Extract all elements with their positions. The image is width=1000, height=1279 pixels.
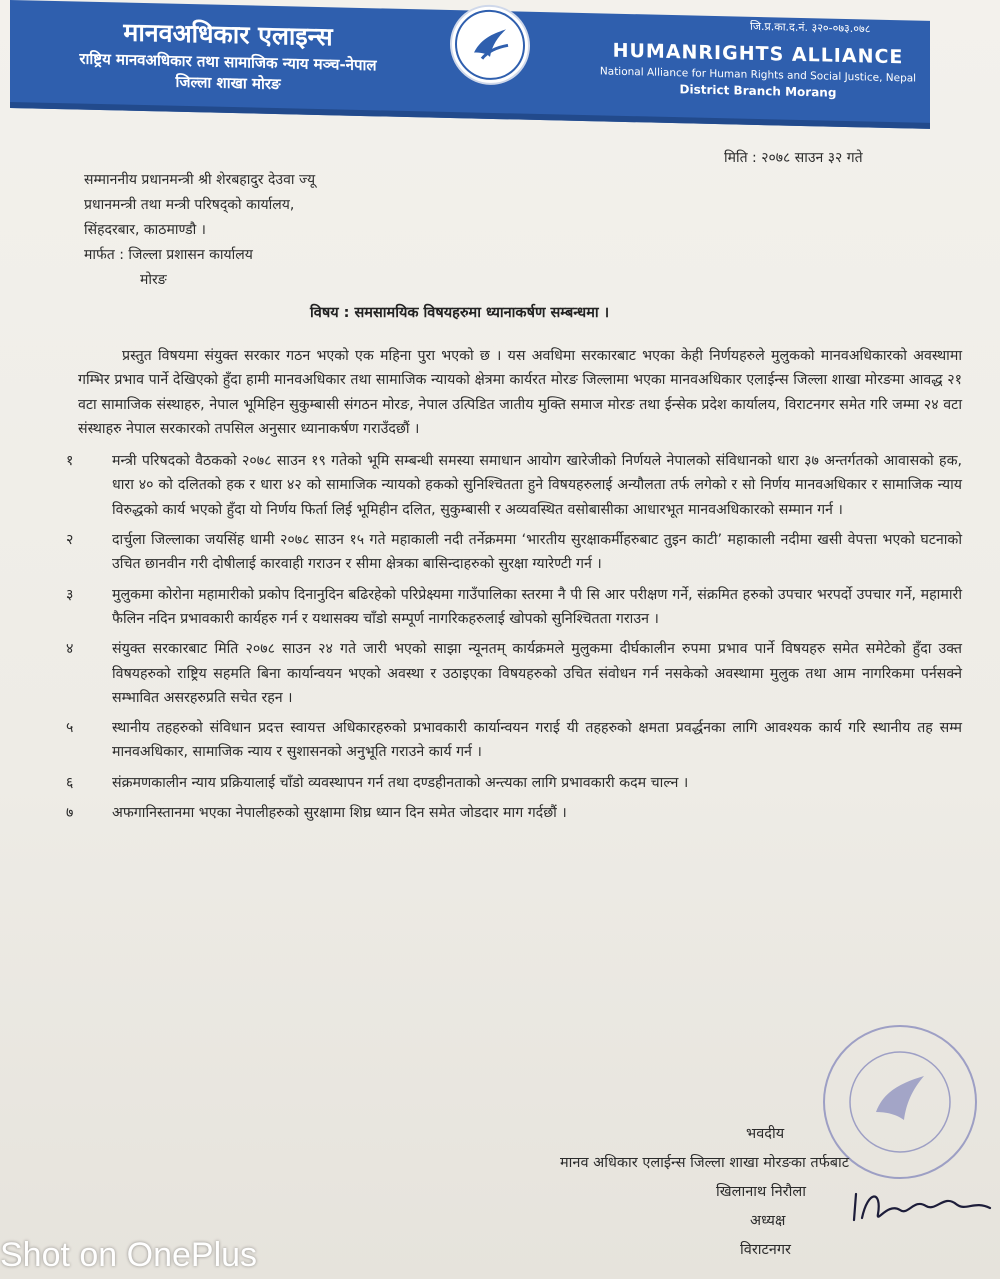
org-tagline-nepali: राष्ट्रिय मानवअधिकार तथा सामाजिक न्याय मञ्च-नेपाल [79, 49, 377, 75]
list-item [66, 771, 962, 795]
item-number: ७ [66, 805, 74, 822]
item-text: दार्चुला जिल्लाका जयसिंह धामी २०७८ साउन १५ गते महाकाली नदी तर्नेक्रममा ‘भारतीय सुरक्षाकर्मीहरुबाट तुइन काटी’ महाकाली नदीमा खसी वेपत्ता भएको घटनाको उचित छानवीन गरी दोषीलाई कारवाही गराउन र सीमा क्षेत्रका बासिन्दाहरुको सुरक्षा ग्यारेण्टी गर्न । [112, 532, 962, 573]
item-number: १ [66, 453, 74, 470]
item-text: मन्त्री परिषदको वैठकको २०७८ साउन १९ गतेको भूमि सम्बन्धी समस्या समाधान आयोग खारेजीको निर्णयले नेपालको संविधानको धारा ३७ अन्तर्गतको आवासको हक, धारा ४० को दलितको हक र धारा ४२ को सामाजिक न्यायको हकको सुनिश्चितता हुने विषयहरुलाई अन्यौलता तर्फ लगेको र सो निर्णय मानवअधिकार र सामाजिक न्याय विरुद्धको कार्य भएको हुँदा यो निर्णय फिर्ता लिई भूमिहीन दलित, सुकुम्बासी र अव्यवस्थित वसोबासीका आधारभूत मानवअधिकारको सम्मान गर्न । [112, 453, 962, 518]
letterhead-banner [10, 0, 930, 129]
letterhead-english [588, 37, 928, 103]
item-number: ३ [66, 586, 74, 603]
camera-watermark: Shot on OnePlus [0, 1236, 258, 1274]
list-item [66, 449, 962, 522]
list-item [66, 583, 962, 632]
org-name-english: HUMANRIGHTS ALLIANCE [612, 39, 904, 69]
item-text: संयुक्त सरकारबाट मिति २०७८ साउन २४ गते जारी भएको साझा न्यूनतम् कार्यक्रमले मुलुकमा दीर्घकालीन रुपमा प्रभाव पार्ने विषयहरु समेत समेटेको हुँदा उक्त विषयहरुको राष्ट्रिय सहमति बिना कार्यान्वयन भएको अवस्था र उठाइएका विषयहरुको उचित संवोधन गर्न नसकेको अवस्थामा मुलुक तथा आम नागरिकमा पर्नसक्ने सम्भावित असरहरुप्रति सचेत रहन । [112, 641, 962, 706]
letter-date: मिति : २०७८ साउन ३२ गते [724, 150, 863, 166]
recipient-block [84, 168, 315, 293]
letter-body [66, 344, 962, 831]
closing: भवदीय [746, 1126, 785, 1142]
signoff-place: विराटनगर [740, 1242, 791, 1258]
list-item [66, 637, 962, 710]
registration-number: जि.प्र.का.द.नं. ३२०-०७३.०७८ [750, 19, 871, 36]
recipient-line: सिंहदरबार, काठमाण्डौ । [84, 222, 206, 238]
item-text: स्थानीय तहहरुको संविधान प्रदत्त स्वायत्त अधिकारहरुको प्रभावकारी कार्यान्वयन गराई यी तहहरुको क्षमता प्रवर्द्धनका लागि आवश्यक कार्य गरि स्थानीय तह सम्म मानवअधिकार, सामाजिक न्याय र सुशासनको अनुभूति गराउने कार्य गर्न । [112, 720, 962, 761]
recipient-line: मार्फत : जिल्ला प्रशासन कार्यालय [84, 247, 253, 263]
recipient-line: सम्माननीय प्रधानमन्त्री श्री शेरबहादुर देउवा ज्यू [84, 172, 316, 188]
item-number: ६ [66, 774, 74, 791]
item-text: संक्रमणकालीन न्याय प्रक्रियालाई चाँडो व्यवस्थापन गर्न तथा दण्डहीनताको अन्त्यका लागि प्रभावकारी कदम चाल्न । [112, 774, 689, 791]
recipient-line: प्रधानमन्त्री तथा मन्त्री परिषद्‌को कार्यालय, [84, 197, 295, 213]
item-text: मुलुकमा कोरोना महामारीको प्रकोप दिनानुदिन बढिरहेको परिप्रेक्ष्यमा गाउँपालिका स्तरमा नै पी सि आर परीक्षण गर्ने, संक्रमित हरुको उपचार भरपर्दो उपचार गर्ने, महामारी फैलिन नदिन प्रभावकारी कार्यहरु गर्न र यथासक्य चाँडो सम्पूर्ण नागरिकहरुलाई खोपको सुनिश्चितता गराउन । [112, 586, 962, 627]
alliance-logo-icon [450, 4, 530, 86]
signoff-org: मानव अधिकार एलाईन्स जिल्ला शाखा मोरङका तर्फबाट [560, 1155, 850, 1171]
intro-paragraph: प्रस्तुत विषयमा संयुक्त सरकार गठन भएको एक महिना पुरा भएको छ । यस अवधिमा सरकारबाट भएका केही निर्णयहरुले मुलुकको मानवअधिकारको अवस्थामा गम्भिर प्रभाव पार्ने देखिएको हुँदा हामी मानवअधिकार तथा सामाजिक न्यायको क्षेत्रमा कार्यरत मोरङ जिल्लामा भएका मानवअधिकार एलाईन्स जिल्ला शाखा मोरङमा आवद्ध २१ वटा सामाजिक संस्थाहरु, नेपाल भूमिहिन सुकुम्बासी संगठन मोरङ, नेपाल उत्पिडित जातीय मुक्ति समाज मोरङ तथा ईन्सेक प्रदेश कार्यालय, विराटनगर समेत गरि जम्मा २४ वटा संस्थाहरु नेपाल सरकारको तपसिल अनुसार ध्यानाकर्षण गराउँदछौं । [78, 348, 962, 437]
recipient-district: मोरङ [140, 272, 167, 288]
signer-title: अध्यक्ष [750, 1213, 786, 1229]
item-number: ४ [66, 641, 74, 658]
branch-name-nepali: जिल्ला शाखा मोरङ [175, 72, 281, 94]
signer-name: खिलानाथ निरौला [716, 1184, 806, 1200]
item-number: ५ [66, 720, 74, 737]
item-text: अफगानिस्तानमा भएका नेपालीहरुको सुरक्षामा शिघ्र ध्यान दिन समेत जोडदार माग गर्दछौं । [112, 805, 567, 822]
handwritten-signature [848, 1180, 998, 1244]
branch-name-english: District Branch Morang [679, 82, 837, 100]
letter-subject: विषय : समसामयिक विषयहरुमा ध्यानाकर्षण सम्बन्धमा । [310, 305, 610, 321]
letterhead-nepali [38, 15, 418, 98]
signoff-block [560, 1120, 849, 1265]
list-item [66, 528, 962, 577]
org-name-nepali: मानवअधिकार एलाइन्स [123, 17, 333, 52]
org-tagline-english: National Alliance for Human Rights and Social Justice, Nepal [599, 65, 917, 85]
item-number: २ [66, 532, 74, 549]
list-item [66, 801, 962, 825]
list-item [66, 716, 962, 765]
